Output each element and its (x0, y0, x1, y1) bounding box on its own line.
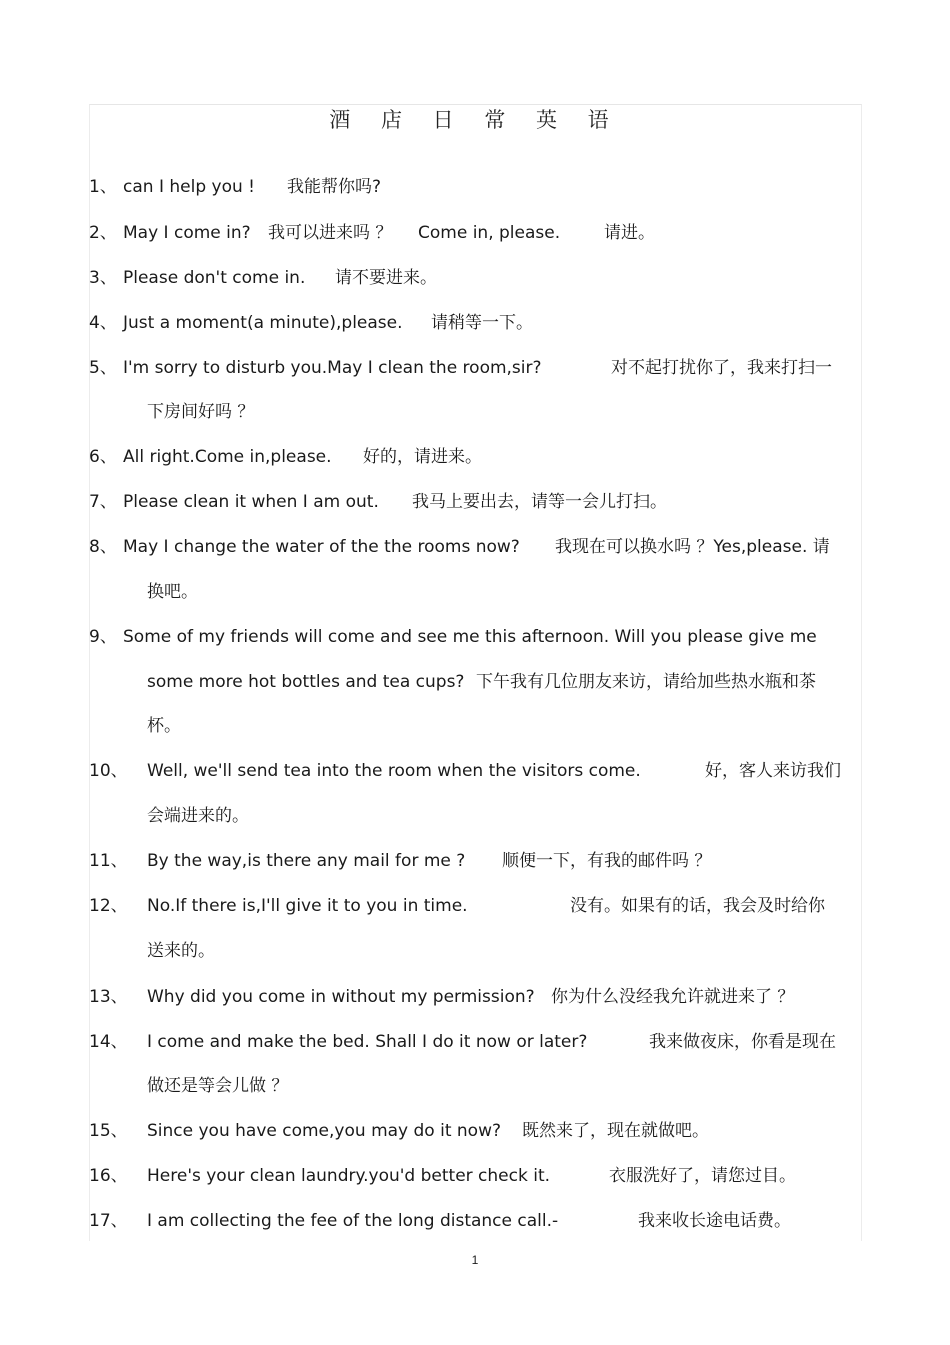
chinese-translation: 衣服洗好了，请您过目。 (609, 1166, 796, 1186)
item-number: 15、 (89, 1121, 128, 1141)
english-phrase: All right.Come in,please. (123, 447, 332, 467)
item-number: 1、 (89, 177, 117, 197)
item-number: 13、 (89, 987, 128, 1007)
chinese-translation: 会端进来的。 (147, 806, 249, 826)
english-phrase: some more hot bottles and tea cups? (147, 672, 465, 692)
item-number: 9、 (89, 627, 117, 647)
chinese-translation: 你为什么没经我允许就进来了 ？ (551, 987, 795, 1007)
page-number: 1 (471, 1253, 479, 1267)
item-number: 8、 (89, 537, 117, 557)
english-phrase: Some of my friends will come and see me this afternoon. Will you please give me (123, 627, 817, 647)
english-phrase: Come in, please. (418, 223, 561, 243)
chinese-translation: 我马上要出去，请等一会儿打扫。 (412, 492, 667, 512)
english-phrase: Please don't come in. (123, 268, 306, 288)
chinese-translation: 既然来了，现在就做吧。 (522, 1121, 709, 1141)
chinese-translation: 好，客人来访我们 (705, 761, 841, 781)
english-phrase: I come and make the bed. Shall I do it now or later? (147, 1032, 588, 1052)
item-number: 17、 (89, 1211, 128, 1231)
chinese-translation: 好的，请进来。 (363, 447, 482, 467)
english-phrase: May I change the water of the the rooms now? (123, 537, 520, 557)
chinese-translation: 换吧。 (147, 582, 198, 602)
item-number: 10、 (89, 761, 128, 781)
item-number: 7、 (89, 492, 117, 512)
item-number: 4、 (89, 313, 117, 333)
english-phrase: Since you have come,you may do it now? (147, 1121, 501, 1141)
item-number: 5、 (89, 358, 117, 378)
page-title: 酒 店 日 常 英 语 (329, 108, 621, 132)
item-number: 2、 (89, 223, 117, 243)
english-phrase: Why did you come in without my permission? (147, 987, 535, 1007)
item-number: 16、 (89, 1166, 128, 1186)
english-phrase: I am collecting the fee of the long distance call.- (147, 1211, 559, 1231)
chinese-translation: 请进。 (604, 223, 655, 243)
chinese-translation: 我能帮你吗? (287, 177, 382, 197)
english-phrase: By the way,is there any mail for me ? (147, 851, 466, 871)
english-phrase: No.If there is,I'll give it to you in time. (147, 896, 468, 916)
english-phrase: Just a moment(a minute),please. (123, 313, 403, 333)
english-phrase: May I come in? (123, 223, 251, 243)
english-phrase: Well, we'll send tea into the room when the visitors come. (147, 761, 641, 781)
chinese-translation: 请稍等一下。 (431, 313, 533, 333)
english-phrase: Please clean it when I am out. (123, 492, 379, 512)
chinese-translation: 下房间好吗 ？ (147, 402, 255, 422)
item-number: 11、 (89, 851, 128, 871)
english-phrase: Here's your clean laundry.you'd better check it. (147, 1166, 551, 1186)
chinese-translation: 做还是等会儿做 ？ (147, 1076, 289, 1096)
chinese-translation: 顺便一下，有我的邮件吗 ？ (502, 851, 712, 871)
chinese-translation: 请不要进来。 (335, 268, 437, 288)
chinese-translation: 没有。如果有的话，我会及时给你 (570, 896, 825, 916)
chinese-translation: 送来的。 (147, 941, 215, 961)
chinese-translation: 对不起打扰你了，我来打扫一 (611, 358, 832, 378)
item-number: 14、 (89, 1032, 128, 1052)
chinese-translation: 杯。 (147, 716, 181, 736)
item-number: 3、 (89, 268, 117, 288)
english-phrase: can I help you ! (123, 177, 255, 197)
item-number: 6、 (89, 447, 117, 467)
chinese-translation: 我可以进来吗 ？ (268, 223, 393, 243)
chinese-translation: 下午我有几位朋友来访，请给加些热水瓶和茶 (476, 672, 816, 692)
english-phrase: I'm sorry to disturb you.May I clean the room,sir? (123, 358, 542, 378)
chinese-translation: 我来做夜床，你看是现在 (649, 1032, 836, 1052)
item-number: 12、 (89, 896, 128, 916)
chinese-translation: 我来收长途电话费。 (638, 1211, 791, 1231)
chinese-translation: 我现在可以换水吗 ？Yes,please. 请 (555, 537, 830, 557)
